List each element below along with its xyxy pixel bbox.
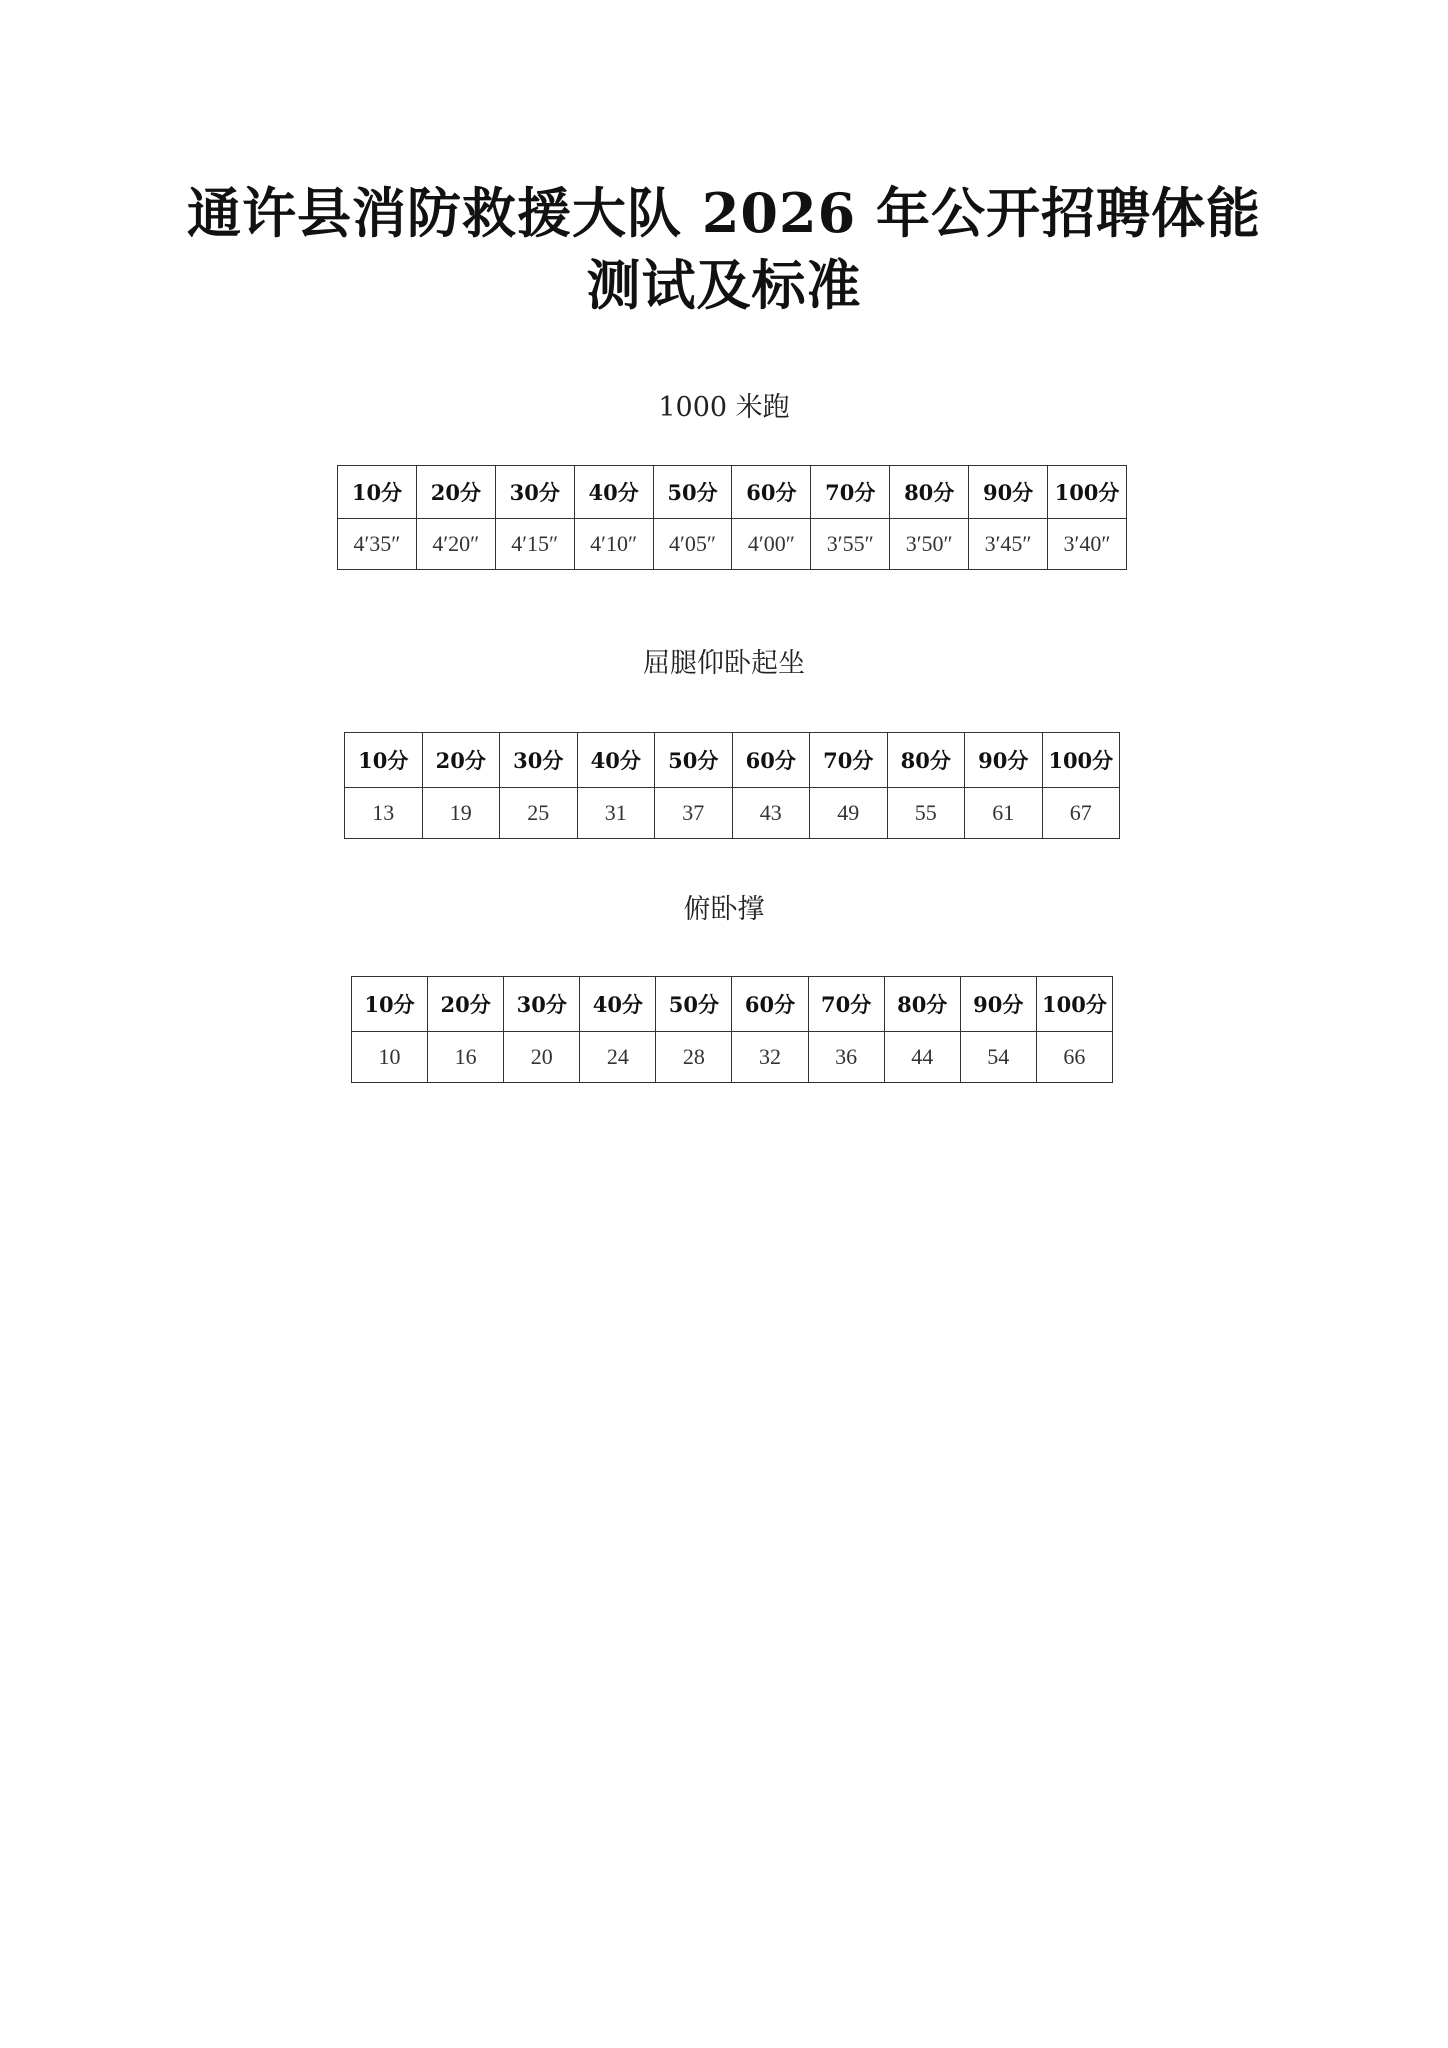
section-title-1000m-run: 1000 米跑 <box>658 392 790 423</box>
score-header-cell: 80分 <box>884 977 960 1032</box>
standard-value-cell: 43 <box>732 788 810 839</box>
standard-value-cell: 4′05″ <box>653 519 732 570</box>
score-header-cell: 70分 <box>810 733 888 788</box>
standard-value-cell: 25 <box>500 788 578 839</box>
standard-value-cell: 4′10″ <box>574 519 653 570</box>
table-header-row <box>352 977 1113 1032</box>
standard-value-cell: 16 <box>428 1032 504 1083</box>
page-title-line-1: 通许县消防救援大队 2026 年公开招聘体能 <box>187 181 1261 245</box>
standard-value-cell: 28 <box>656 1032 732 1083</box>
score-header-cell: 20分 <box>428 977 504 1032</box>
score-header-cell: 100分 <box>1048 466 1127 519</box>
standard-value-cell: 36 <box>808 1032 884 1083</box>
score-header-cell: 40分 <box>574 466 653 519</box>
score-header-cell: 50分 <box>653 466 732 519</box>
standard-value-cell: 19 <box>422 788 500 839</box>
table-value-row <box>338 519 1127 570</box>
standard-value-cell: 3′55″ <box>811 519 890 570</box>
table-value-row <box>345 788 1120 839</box>
standard-value-cell: 13 <box>345 788 423 839</box>
standard-value-cell: 4′20″ <box>416 519 495 570</box>
score-table-1000m-run <box>337 465 1127 570</box>
standard-value-cell: 54 <box>960 1032 1036 1083</box>
score-header-cell: 70分 <box>808 977 884 1032</box>
standard-value-cell: 61 <box>965 788 1043 839</box>
standard-value-cell: 67 <box>1042 788 1120 839</box>
score-header-cell: 100分 <box>1036 977 1112 1032</box>
standard-value-cell: 4′15″ <box>495 519 574 570</box>
table-header-row <box>345 733 1120 788</box>
score-header-cell: 20分 <box>422 733 500 788</box>
score-table-pushups <box>351 976 1113 1083</box>
standard-value-cell: 3′45″ <box>969 519 1048 570</box>
standard-value-cell: 37 <box>655 788 733 839</box>
standard-value-cell: 4′00″ <box>732 519 811 570</box>
score-header-cell: 70分 <box>811 466 890 519</box>
section-title-situps: 屈腿仰卧起坐 <box>643 648 805 679</box>
section-title-pushups: 俯卧撑 <box>683 894 765 925</box>
table-value-row <box>352 1032 1113 1083</box>
score-header-cell: 30分 <box>504 977 580 1032</box>
page-title-line-2: 测试及标准 <box>586 253 862 317</box>
score-header-cell: 80分 <box>890 466 969 519</box>
score-header-cell: 90分 <box>969 466 1048 519</box>
standard-value-cell: 4′35″ <box>338 519 417 570</box>
table-header-row <box>338 466 1127 519</box>
score-header-cell: 60分 <box>732 466 811 519</box>
score-header-cell: 90分 <box>965 733 1043 788</box>
standard-value-cell: 10 <box>352 1032 428 1083</box>
standard-value-cell: 44 <box>884 1032 960 1083</box>
score-header-cell: 100分 <box>1042 733 1120 788</box>
standard-value-cell: 66 <box>1036 1032 1112 1083</box>
score-header-cell: 60分 <box>732 977 808 1032</box>
score-header-cell: 30分 <box>500 733 578 788</box>
standard-value-cell: 55 <box>887 788 965 839</box>
standard-value-cell: 24 <box>580 1032 656 1083</box>
score-header-cell: 10分 <box>352 977 428 1032</box>
score-header-cell: 60分 <box>732 733 810 788</box>
score-header-cell: 50分 <box>656 977 732 1032</box>
standard-value-cell: 20 <box>504 1032 580 1083</box>
score-header-cell: 40分 <box>580 977 656 1032</box>
score-header-cell: 10分 <box>345 733 423 788</box>
standard-value-cell: 32 <box>732 1032 808 1083</box>
standard-value-cell: 3′50″ <box>890 519 969 570</box>
score-header-cell: 20分 <box>416 466 495 519</box>
score-header-cell: 40分 <box>577 733 655 788</box>
score-header-cell: 10分 <box>338 466 417 519</box>
score-header-cell: 30分 <box>495 466 574 519</box>
standard-value-cell: 31 <box>577 788 655 839</box>
score-header-cell: 50分 <box>655 733 733 788</box>
standard-value-cell: 49 <box>810 788 888 839</box>
score-header-cell: 80分 <box>887 733 965 788</box>
standard-value-cell: 3′40″ <box>1048 519 1127 570</box>
score-header-cell: 90分 <box>960 977 1036 1032</box>
score-table-situps <box>344 732 1120 839</box>
